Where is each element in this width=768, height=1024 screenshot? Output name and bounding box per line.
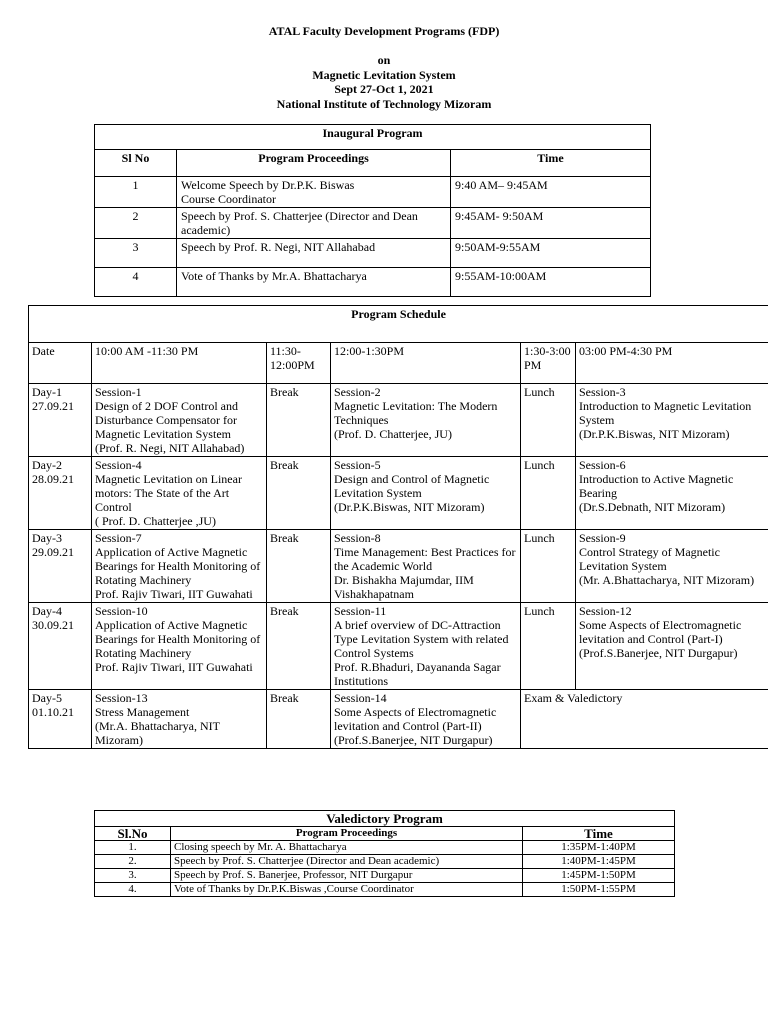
col-header-slno: Sl No: [95, 150, 177, 177]
table-row: [95, 177, 651, 208]
session-cell: Session-14 Some Aspects of Electromagnetic levitation and Control (Part-II) (Prof.S.Banerjee, NIT Durgapur): [331, 690, 521, 749]
table-row: [95, 883, 675, 897]
session-cell: Session-10 Application of Active Magnetic Bearings for Health Monitoring of Rotating Machinery Prof. Rajiv Tiwari, IIT Guwahati: [92, 603, 267, 690]
row-time: 9:55AM-10:00AM: [451, 268, 651, 297]
row-time: 1:45PM-1:50PM: [523, 869, 675, 883]
row-slno: 3: [95, 239, 177, 268]
day-cell: Day-4 30.09.21: [29, 603, 92, 690]
break-cell: Break: [267, 603, 331, 690]
row-proceeding: Welcome Speech by Dr.P.K. Biswas Course Coordinator: [177, 177, 451, 208]
row-slno: 1: [95, 177, 177, 208]
col-header-lunch: 1:30-3:00 PM: [521, 343, 576, 384]
table-row: [29, 457, 768, 530]
valedictory-title: Valedictory Program: [95, 811, 675, 827]
table-row: [29, 603, 768, 690]
row-proceeding: Speech by Prof. S. Chatterjee (Director and Dean academic): [171, 855, 523, 869]
row-proceeding: Speech by Prof. S. Banerjee, Professor, NIT Durgapur: [171, 869, 523, 883]
session-cell: Session-11 A brief overview of DC-Attraction Type Levitation System with related Control Systems Prof. R.Bhaduri, Dayananda Sagar Institutions: [331, 603, 521, 690]
doc-on: on: [377, 53, 391, 67]
session-cell: Session-4 Magnetic Levitation on Linear motors: The State of the Art Control ( Prof. D. Chatterjee ,JU): [92, 457, 267, 530]
table-row: [95, 268, 651, 297]
row-proceeding: Vote of Thanks by Mr.A. Bhattacharya: [177, 268, 451, 297]
col-header-proceedings: Program Proceedings: [177, 150, 451, 177]
col-header-proceedings: Program Proceedings: [171, 827, 523, 841]
session-cell: Session-12 Some Aspects of Electromagnetic levitation and Control (Part-I) (Prof.S.Banerjee, NIT Durgapur): [576, 603, 768, 690]
row-slno: 4.: [95, 883, 171, 897]
col-header-slot3: 03:00 PM-4:30 PM: [576, 343, 768, 384]
session-cell: Session-13 Stress Management (Mr.A. Bhattacharya, NIT Mizoram): [92, 690, 267, 749]
doc-dates: Sept 27-Oct 1, 2021: [334, 82, 434, 96]
lunch-cell: Lunch: [521, 603, 576, 690]
valedictory-table: [94, 810, 675, 897]
row-time: 9:45AM- 9:50AM: [451, 208, 651, 239]
lunch-cell: Lunch: [521, 457, 576, 530]
session-cell: Session-8 Time Management: Best Practices for the Academic World Dr. Bishakha Majumdar, IIM Vishakhapatnam: [331, 530, 521, 603]
lunch-cell: Lunch: [521, 530, 576, 603]
table-row: [29, 384, 768, 457]
schedule-title: Program Schedule: [29, 306, 768, 343]
row-slno: 3.: [95, 869, 171, 883]
row-slno: 1.: [95, 841, 171, 855]
col-header-slot1: 10:00 AM -11:30 PM: [92, 343, 267, 384]
break-cell: Break: [267, 384, 331, 457]
table-row: [95, 208, 651, 239]
row-proceeding: Speech by Prof. S. Chatterjee (Director and Dean academic): [177, 208, 451, 239]
session-cell: Session-6 Introduction to Active Magnetic Bearing (Dr.S.Debnath, NIT Mizoram): [576, 457, 768, 530]
table-row: [29, 690, 768, 749]
row-slno: 2.: [95, 855, 171, 869]
col-header-slot2: 12:00-1:30PM: [331, 343, 521, 384]
row-proceeding: Vote of Thanks by Dr.P.K.Biswas ,Course Coordinator: [171, 883, 523, 897]
lunch-cell: Lunch: [521, 384, 576, 457]
row-proceeding: Speech by Prof. R. Negi, NIT Allahabad: [177, 239, 451, 268]
col-header-time: Time: [451, 150, 651, 177]
session-cell: Session-9 Control Strategy of Magnetic Levitation System (Mr. A.Bhattacharya, NIT Mizoram): [576, 530, 768, 603]
schedule-days: [29, 384, 768, 690]
document-header: [0, 24, 768, 111]
day-cell: Day-2 28.09.21: [29, 457, 92, 530]
day-cell: Day-5 01.10.21: [29, 690, 92, 749]
inaugural-table: [94, 124, 651, 297]
col-header-break: 11:30-12:00PM: [267, 343, 331, 384]
day-cell: Day-1 27.09.21: [29, 384, 92, 457]
table-row: [29, 530, 768, 603]
row-slno: 2: [95, 208, 177, 239]
row-time: 1:35PM-1:40PM: [523, 841, 675, 855]
day-cell: Day-3 29.09.21: [29, 530, 92, 603]
table-row: [95, 869, 675, 883]
col-header-slno: Sl.No: [95, 827, 171, 841]
row-time: 1:40PM-1:45PM: [523, 855, 675, 869]
break-cell: Break: [267, 690, 331, 749]
row-slno: 4: [95, 268, 177, 297]
table-row: [95, 239, 651, 268]
col-header-date: Date: [29, 343, 92, 384]
session-cell: Session-5 Design and Control of Magnetic Levitation System (Dr.P.K.Biswas, NIT Mizoram): [331, 457, 521, 530]
break-cell: Break: [267, 457, 331, 530]
session-cell: Session-7 Application of Active Magnetic Bearings for Health Monitoring of Rotating Machinery Prof. Rajiv Tiwari, IIT Guwahati: [92, 530, 267, 603]
col-header-time: Time: [523, 827, 675, 841]
session-cell: Session-3 Introduction to Magnetic Levitation System (Dr.P.K.Biswas, NIT Mizoram): [576, 384, 768, 457]
doc-title: ATAL Faculty Development Programs (FDP): [268, 24, 500, 38]
row-time: 1:50PM-1:55PM: [523, 883, 675, 897]
table-row: [95, 855, 675, 869]
break-cell: Break: [267, 530, 331, 603]
row-time: 9:40 AM– 9:45AM: [451, 177, 651, 208]
schedule-table: [28, 305, 768, 749]
inaugural-title: Inaugural Program: [95, 125, 651, 150]
session-cell: Session-2 Magnetic Levitation: The Modern Techniques (Prof. D. Chatterjee, JU): [331, 384, 521, 457]
spacer: [0, 39, 768, 54]
table-row: [95, 841, 675, 855]
row-time: 9:50AM-9:55AM: [451, 239, 651, 268]
doc-institute: National Institute of Technology Mizoram: [276, 96, 492, 111]
doc-topic: Magnetic Levitation System: [312, 67, 456, 82]
row-proceeding: Closing speech by Mr. A. Bhattacharya: [171, 841, 523, 855]
exam-cell: Exam & Valedictory: [521, 690, 768, 749]
session-cell: Session-1 Design of 2 DOF Control and Disturbance Compensator for Magnetic Levitation System (Prof. R. Negi, NIT Allahabad): [92, 384, 267, 457]
